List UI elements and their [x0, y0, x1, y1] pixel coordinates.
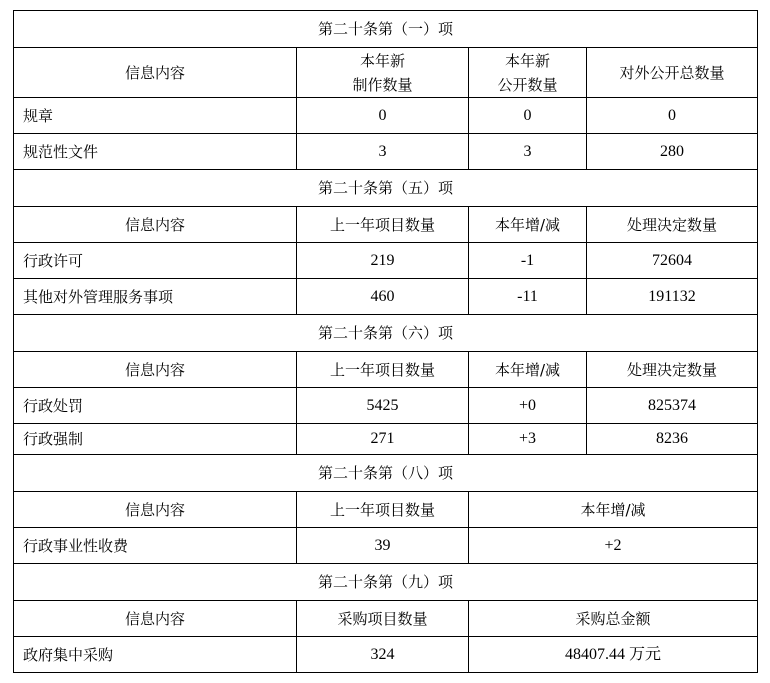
header-cell: 上一年项目数量 — [297, 352, 469, 388]
header-cell: 上一年项目数量 — [297, 492, 469, 528]
header-cell: 信息内容 — [14, 492, 297, 528]
value-cell: -1 — [469, 243, 587, 279]
header-cell: 处理决定数量 — [587, 207, 758, 243]
row-label: 规范性文件 — [14, 134, 297, 170]
section-title: 第二十条第（八）项 — [14, 455, 758, 492]
header-line: 本年新 — [359, 51, 405, 70]
value-cell: 0 — [297, 98, 469, 134]
row-label: 行政事业性收费 — [14, 528, 297, 564]
header-cell: 本年增/减 — [469, 207, 587, 243]
header-line: 公开数量 — [497, 75, 558, 94]
value-cell: 825374 — [587, 388, 758, 424]
value-cell: 219 — [297, 243, 469, 279]
value-cell: +2 — [469, 528, 758, 564]
header-row — [14, 492, 758, 528]
value-cell: +3 — [469, 424, 587, 455]
value-cell: 8236 — [587, 424, 758, 455]
row-label: 其他对外管理服务事项 — [14, 279, 297, 315]
header-cell: 本年增/减 — [469, 492, 758, 528]
header-cell: 采购总金额 — [469, 601, 758, 637]
table-row — [14, 528, 758, 564]
header-cell — [297, 48, 469, 98]
section-title: 第二十条第（一）项 — [14, 11, 758, 48]
header-cell: 处理决定数量 — [587, 352, 758, 388]
value-cell: 5425 — [297, 388, 469, 424]
value-cell: 3 — [469, 134, 587, 170]
value-cell: +0 — [469, 388, 587, 424]
disclosure-table — [13, 10, 758, 673]
header-row — [14, 48, 758, 98]
header-line: 制作数量 — [352, 75, 413, 94]
row-label: 规章 — [14, 98, 297, 134]
section-title-row — [14, 455, 758, 492]
row-label: 行政许可 — [14, 243, 297, 279]
header-cell: 信息内容 — [14, 207, 297, 243]
table-row — [14, 98, 758, 134]
row-label: 行政处罚 — [14, 388, 297, 424]
header-row — [14, 352, 758, 388]
section-title-row — [14, 170, 758, 207]
value-cell: 39 — [297, 528, 469, 564]
value-cell: 271 — [297, 424, 469, 455]
header-row — [14, 207, 758, 243]
section-title-row — [14, 11, 758, 48]
value-cell: 280 — [587, 134, 758, 170]
header-cell: 本年增/减 — [469, 352, 587, 388]
value-cell: 460 — [297, 279, 469, 315]
header-line: 本年新 — [504, 51, 550, 70]
value-cell: -11 — [469, 279, 587, 315]
value-cell: 0 — [587, 98, 758, 134]
header-cell: 信息内容 — [14, 48, 297, 98]
header-row — [14, 601, 758, 637]
table-row — [14, 388, 758, 424]
table-row — [14, 279, 758, 315]
value-cell: 3 — [297, 134, 469, 170]
header-cell: 信息内容 — [14, 352, 297, 388]
header-cell: 上一年项目数量 — [297, 207, 469, 243]
header-cell — [469, 48, 587, 98]
row-label: 行政强制 — [14, 424, 297, 455]
section-title: 第二十条第（五）项 — [14, 170, 758, 207]
header-cell: 对外公开总数量 — [587, 48, 758, 98]
value-cell: 48407.44 万元 — [469, 637, 758, 673]
table-row — [14, 134, 758, 170]
value-cell: 324 — [297, 637, 469, 673]
table-row — [14, 424, 758, 455]
value-cell: 0 — [469, 98, 587, 134]
section-title: 第二十条第（九）项 — [14, 564, 758, 601]
section-title-row — [14, 315, 758, 352]
row-label: 政府集中采购 — [14, 637, 297, 673]
section-title: 第二十条第（六）项 — [14, 315, 758, 352]
table-row — [14, 243, 758, 279]
value-cell: 72604 — [587, 243, 758, 279]
value-cell: 191132 — [587, 279, 758, 315]
section-title-row — [14, 564, 758, 601]
header-cell: 采购项目数量 — [297, 601, 469, 637]
header-cell: 信息内容 — [14, 601, 297, 637]
table-row — [14, 637, 758, 673]
